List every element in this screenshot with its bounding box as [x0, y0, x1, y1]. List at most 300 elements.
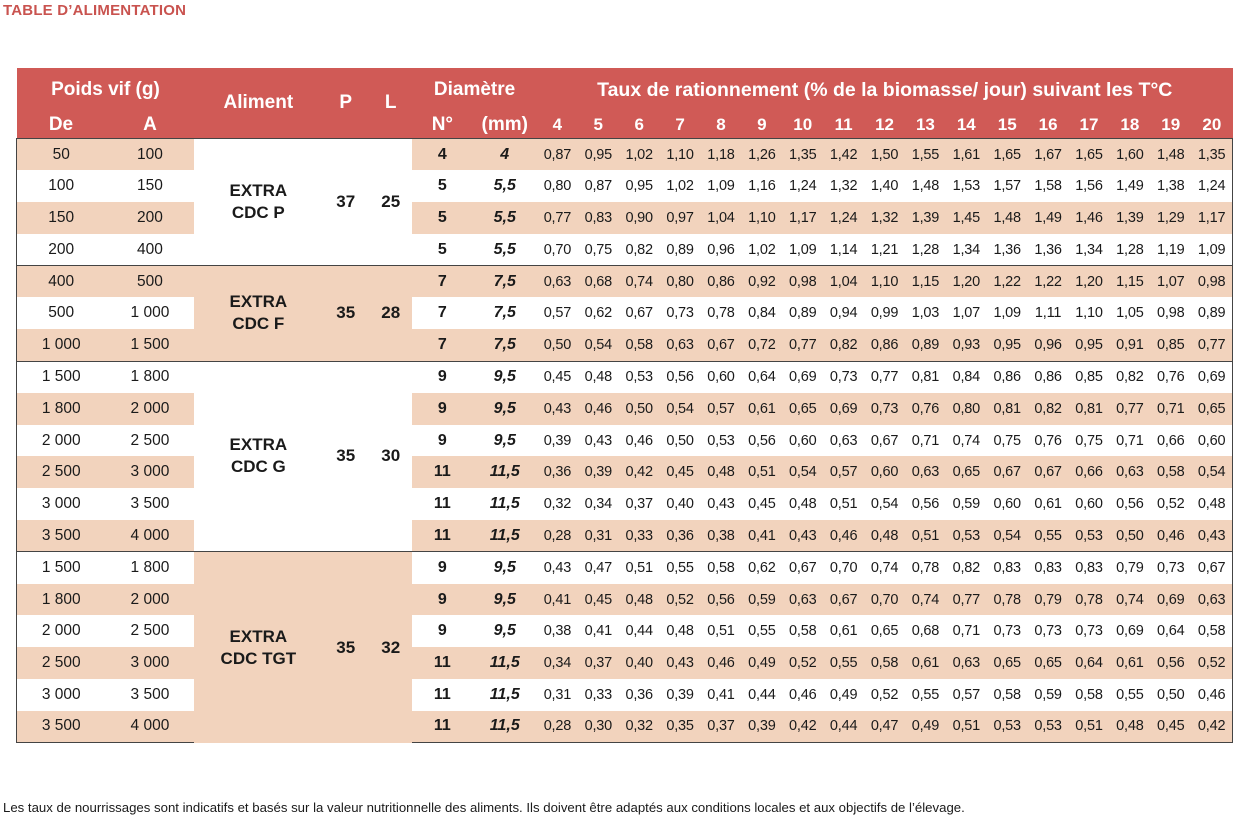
rate-value-cell: 0,97 — [660, 202, 701, 234]
rate-value-cell: 0,91 — [1109, 329, 1150, 361]
rate-value-cell: 0,48 — [782, 488, 823, 520]
pellet-diameter-cell: 11,5 — [473, 456, 537, 488]
header-temp-6: 6 — [619, 112, 660, 139]
rate-value-cell: 0,56 — [1109, 488, 1150, 520]
rate-value-cell: 0,67 — [619, 297, 660, 329]
rate-value-cell: 0,49 — [905, 711, 946, 743]
rate-value-cell: 1,48 — [987, 202, 1028, 234]
pellet-diameter-cell: 7,5 — [473, 266, 537, 298]
food-name-line: EXTRA — [229, 626, 288, 646]
rate-value-cell: 0,82 — [1109, 361, 1150, 393]
rate-value-cell: 0,59 — [741, 584, 782, 616]
rate-value-cell: 0,67 — [782, 552, 823, 584]
rate-value-cell: 0,43 — [701, 488, 742, 520]
rate-value-cell: 0,51 — [741, 456, 782, 488]
rate-value-cell: 1,34 — [1069, 234, 1110, 266]
rate-value-cell: 0,36 — [619, 679, 660, 711]
rate-value-cell: 0,78 — [701, 297, 742, 329]
rate-value-cell: 1,36 — [987, 234, 1028, 266]
rate-value-cell: 0,73 — [1069, 615, 1110, 647]
rate-value-cell: 0,62 — [578, 297, 619, 329]
pellet-number-cell: 5 — [412, 234, 472, 266]
rate-value-cell: 0,71 — [946, 615, 987, 647]
header-temp-10: 10 — [782, 112, 823, 139]
rate-value-cell: 0,36 — [660, 520, 701, 552]
rate-value-cell: 0,63 — [782, 584, 823, 616]
rate-value-cell: 0,57 — [701, 393, 742, 425]
rate-value-cell: 1,48 — [905, 170, 946, 202]
pellet-diameter-cell: 11,5 — [473, 647, 537, 679]
rate-value-cell: 1,17 — [1191, 202, 1232, 234]
rate-value-cell: 0,74 — [619, 266, 660, 298]
rate-value-cell: 0,75 — [578, 234, 619, 266]
rate-value-cell: 1,10 — [660, 139, 701, 171]
rate-value-cell: 1,03 — [905, 297, 946, 329]
rate-value-cell: 0,43 — [1191, 520, 1232, 552]
rate-value-cell: 0,48 — [578, 361, 619, 393]
feeding-table — [16, 68, 1233, 743]
header-mm: (mm) — [473, 112, 537, 139]
rate-value-cell: 0,58 — [864, 647, 905, 679]
weight-from-cell: 100 — [17, 170, 106, 202]
rate-value-cell: 0,37 — [701, 711, 742, 743]
weight-from-cell: 3 500 — [17, 711, 106, 743]
pellet-diameter-cell: 11,5 — [473, 711, 537, 743]
rate-value-cell: 0,36 — [537, 456, 578, 488]
header-temp-11: 11 — [823, 112, 864, 139]
rate-value-cell: 0,31 — [537, 679, 578, 711]
rate-value-cell: 0,28 — [537, 711, 578, 743]
rate-value-cell: 1,28 — [905, 234, 946, 266]
rate-value-cell: 0,53 — [946, 520, 987, 552]
rate-value-cell: 0,51 — [1069, 711, 1110, 743]
rate-value-cell: 0,41 — [537, 584, 578, 616]
rate-value-cell: 0,73 — [660, 297, 701, 329]
footnote: Les taux de nourrissages sont indicatifs et basés sur la valeur nutritionnelle des aliments. Ils doivent être adaptés aux conditions locales et aux objectifs de l’élevage. — [3, 800, 965, 815]
rate-value-cell: 0,46 — [1191, 679, 1232, 711]
rate-value-cell: 0,46 — [782, 679, 823, 711]
rate-value-cell: 0,32 — [537, 488, 578, 520]
pellet-diameter-cell: 5,5 — [473, 234, 537, 266]
rate-value-cell: 0,68 — [905, 615, 946, 647]
rate-value-cell: 1,67 — [1028, 139, 1069, 171]
l-value-cell: 32 — [369, 552, 412, 743]
rate-value-cell: 0,78 — [905, 552, 946, 584]
rate-value-cell: 0,86 — [1028, 361, 1069, 393]
rate-value-cell: 0,58 — [782, 615, 823, 647]
rate-value-cell: 0,34 — [578, 488, 619, 520]
rate-value-cell: 0,46 — [619, 425, 660, 457]
rate-value-cell: 0,63 — [1109, 456, 1150, 488]
rate-value-cell: 0,51 — [701, 615, 742, 647]
rate-value-cell: 0,40 — [619, 647, 660, 679]
rate-value-cell: 1,56 — [1069, 170, 1110, 202]
food-name-line: EXTRA — [229, 181, 288, 201]
rate-value-cell: 0,73 — [823, 361, 864, 393]
rate-value-cell: 0,48 — [660, 615, 701, 647]
rate-value-cell: 0,57 — [823, 456, 864, 488]
rate-value-cell: 0,77 — [782, 329, 823, 361]
pellet-diameter-cell: 9,5 — [473, 361, 537, 393]
header-a: A — [105, 112, 194, 139]
rate-value-cell: 0,69 — [1150, 584, 1191, 616]
rate-value-cell: 0,61 — [1028, 488, 1069, 520]
weight-from-cell: 1 500 — [17, 552, 106, 584]
weight-to-cell: 4 000 — [105, 711, 194, 743]
pellet-number-cell: 9 — [412, 393, 472, 425]
table-row — [17, 552, 1233, 584]
rate-value-cell: 1,04 — [823, 266, 864, 298]
rate-value-cell: 0,85 — [1150, 329, 1191, 361]
rate-value-cell: 1,45 — [946, 202, 987, 234]
rate-value-cell: 1,32 — [823, 170, 864, 202]
rate-value-cell: 1,17 — [782, 202, 823, 234]
rate-value-cell: 1,15 — [1109, 266, 1150, 298]
weight-to-cell: 500 — [105, 266, 194, 298]
rate-value-cell: 0,59 — [1028, 679, 1069, 711]
weight-to-cell: 3 000 — [105, 456, 194, 488]
rate-value-cell: 0,61 — [823, 615, 864, 647]
rate-value-cell: 0,58 — [701, 552, 742, 584]
rate-value-cell: 1,02 — [619, 139, 660, 171]
rate-value-cell: 0,73 — [987, 615, 1028, 647]
pellet-diameter-cell: 5,5 — [473, 170, 537, 202]
rate-value-cell: 0,80 — [660, 266, 701, 298]
rate-value-cell: 0,95 — [578, 139, 619, 171]
rate-value-cell: 0,99 — [864, 297, 905, 329]
rate-value-cell: 0,37 — [619, 488, 660, 520]
weight-to-cell: 2 500 — [105, 615, 194, 647]
rate-value-cell: 0,98 — [1150, 297, 1191, 329]
rate-value-cell: 0,56 — [701, 584, 742, 616]
page-title: TABLE D’ALIMENTATION — [3, 2, 187, 19]
rate-value-cell: 1,34 — [946, 234, 987, 266]
rate-value-cell: 0,70 — [864, 584, 905, 616]
l-value-cell: 30 — [369, 361, 412, 552]
header-temp-15: 15 — [987, 112, 1028, 139]
rate-value-cell: 1,57 — [987, 170, 1028, 202]
pellet-number-cell: 5 — [412, 202, 472, 234]
weight-from-cell: 3 000 — [17, 679, 106, 711]
rate-value-cell: 0,31 — [578, 520, 619, 552]
rate-value-cell: 0,55 — [823, 647, 864, 679]
rate-value-cell: 1,53 — [946, 170, 987, 202]
rate-value-cell: 1,22 — [1028, 266, 1069, 298]
pellet-number-cell: 11 — [412, 679, 472, 711]
header-aliment: Aliment — [194, 68, 322, 139]
rate-value-cell: 0,77 — [1109, 393, 1150, 425]
rate-value-cell: 0,49 — [741, 647, 782, 679]
rate-value-cell: 1,10 — [1069, 297, 1110, 329]
pellet-number-cell: 11 — [412, 456, 472, 488]
rate-value-cell: 1,61 — [946, 139, 987, 171]
rate-value-cell: 0,81 — [987, 393, 1028, 425]
rate-value-cell: 1,39 — [905, 202, 946, 234]
rate-value-cell: 0,69 — [1109, 615, 1150, 647]
rate-value-cell: 0,77 — [864, 361, 905, 393]
rate-value-cell: 1,18 — [701, 139, 742, 171]
rate-value-cell: 0,45 — [660, 456, 701, 488]
rate-value-cell: 0,52 — [1150, 488, 1191, 520]
rate-value-cell: 0,38 — [537, 615, 578, 647]
weight-from-cell: 1 000 — [17, 329, 106, 361]
rate-value-cell: 0,65 — [864, 615, 905, 647]
rate-value-cell: 0,33 — [619, 520, 660, 552]
rate-value-cell: 0,39 — [537, 425, 578, 457]
rate-value-cell: 1,07 — [946, 297, 987, 329]
rate-value-cell: 0,55 — [1109, 679, 1150, 711]
header-temp-20: 20 — [1191, 112, 1232, 139]
rate-value-cell: 1,42 — [823, 139, 864, 171]
rate-value-cell: 0,41 — [741, 520, 782, 552]
rate-value-cell: 0,45 — [578, 584, 619, 616]
rate-value-cell: 0,30 — [578, 711, 619, 743]
rate-value-cell: 0,46 — [1150, 520, 1191, 552]
weight-to-cell: 1 800 — [105, 552, 194, 584]
rate-value-cell: 0,62 — [741, 552, 782, 584]
pellet-diameter-cell: 7,5 — [473, 297, 537, 329]
rate-value-cell: 0,63 — [823, 425, 864, 457]
rate-value-cell: 0,53 — [1028, 711, 1069, 743]
weight-from-cell: 1 800 — [17, 584, 106, 616]
rate-value-cell: 0,77 — [1191, 329, 1232, 361]
pellet-number-cell: 5 — [412, 170, 472, 202]
rate-value-cell: 0,75 — [1069, 425, 1110, 457]
weight-from-cell: 400 — [17, 266, 106, 298]
rate-value-cell: 0,42 — [619, 456, 660, 488]
rate-value-cell: 0,64 — [1150, 615, 1191, 647]
rate-value-cell: 0,95 — [987, 329, 1028, 361]
rate-value-cell: 1,14 — [823, 234, 864, 266]
rate-value-cell: 1,09 — [987, 297, 1028, 329]
rate-value-cell: 1,49 — [1028, 202, 1069, 234]
rate-value-cell: 0,82 — [619, 234, 660, 266]
rate-value-cell: 0,76 — [1150, 361, 1191, 393]
rate-value-cell: 1,55 — [905, 139, 946, 171]
rate-value-cell: 1,20 — [1069, 266, 1110, 298]
rate-value-cell: 0,83 — [987, 552, 1028, 584]
header-temp-14: 14 — [946, 112, 987, 139]
p-value-cell: 37 — [322, 139, 369, 266]
p-value-cell: 35 — [322, 266, 369, 361]
rate-value-cell: 0,44 — [741, 679, 782, 711]
rate-value-cell: 0,64 — [1069, 647, 1110, 679]
rate-value-cell: 1,36 — [1028, 234, 1069, 266]
rate-value-cell: 0,48 — [1191, 488, 1232, 520]
weight-from-cell: 500 — [17, 297, 106, 329]
rate-value-cell: 0,80 — [537, 170, 578, 202]
rate-value-cell: 0,51 — [823, 488, 864, 520]
rate-value-cell: 0,28 — [537, 520, 578, 552]
rate-value-cell: 0,96 — [701, 234, 742, 266]
rate-value-cell: 0,69 — [823, 393, 864, 425]
rate-value-cell: 0,73 — [1150, 552, 1191, 584]
header-temp-19: 19 — [1150, 112, 1191, 139]
rate-value-cell: 0,51 — [619, 552, 660, 584]
header-temp-8: 8 — [701, 112, 742, 139]
rate-value-cell: 0,57 — [946, 679, 987, 711]
rate-value-cell: 0,63 — [946, 647, 987, 679]
weight-from-cell: 3 500 — [17, 520, 106, 552]
rate-value-cell: 0,51 — [905, 520, 946, 552]
pellet-diameter-cell: 11,5 — [473, 520, 537, 552]
rate-value-cell: 1,11 — [1028, 297, 1069, 329]
table-row — [17, 266, 1233, 298]
rate-value-cell: 0,42 — [782, 711, 823, 743]
rate-value-cell: 0,75 — [987, 425, 1028, 457]
rate-value-cell: 0,84 — [741, 297, 782, 329]
rate-value-cell: 0,55 — [905, 679, 946, 711]
rate-value-cell: 0,56 — [1150, 647, 1191, 679]
l-value-cell: 28 — [369, 266, 412, 361]
rate-value-cell: 0,54 — [864, 488, 905, 520]
rate-value-cell: 0,86 — [701, 266, 742, 298]
rate-value-cell: 0,98 — [782, 266, 823, 298]
pellet-diameter-cell: 9,5 — [473, 393, 537, 425]
weight-from-cell: 2 500 — [17, 456, 106, 488]
food-name-line: EXTRA — [229, 435, 288, 455]
rate-value-cell: 0,50 — [537, 329, 578, 361]
rate-value-cell: 0,60 — [701, 361, 742, 393]
rate-value-cell: 0,37 — [578, 647, 619, 679]
rate-value-cell: 1,26 — [741, 139, 782, 171]
pellet-number-cell: 11 — [412, 711, 472, 743]
pellet-number-cell: 11 — [412, 488, 472, 520]
rate-value-cell: 1,39 — [1109, 202, 1150, 234]
rate-value-cell: 0,59 — [946, 488, 987, 520]
weight-to-cell: 3 500 — [105, 488, 194, 520]
rate-value-cell: 0,60 — [782, 425, 823, 457]
rate-value-cell: 0,73 — [864, 393, 905, 425]
rate-value-cell: 0,56 — [660, 361, 701, 393]
header-temp-9: 9 — [741, 112, 782, 139]
rate-value-cell: 0,66 — [1150, 425, 1191, 457]
weight-to-cell: 1 500 — [105, 329, 194, 361]
rate-value-cell: 0,39 — [660, 679, 701, 711]
rate-value-cell: 0,80 — [946, 393, 987, 425]
rate-value-cell: 0,71 — [1150, 393, 1191, 425]
weight-to-cell: 1 800 — [105, 361, 194, 393]
rate-value-cell: 1,65 — [1069, 139, 1110, 171]
weight-from-cell: 2 500 — [17, 647, 106, 679]
table-row — [17, 361, 1233, 393]
weight-to-cell: 3 500 — [105, 679, 194, 711]
pellet-number-cell: 7 — [412, 297, 472, 329]
rate-value-cell: 0,64 — [741, 361, 782, 393]
rate-value-cell: 0,78 — [1069, 584, 1110, 616]
pellet-number-cell: 9 — [412, 552, 472, 584]
rate-value-cell: 0,39 — [741, 711, 782, 743]
weight-from-cell: 50 — [17, 139, 106, 171]
p-value-cell: 35 — [322, 361, 369, 552]
pellet-number-cell: 9 — [412, 361, 472, 393]
rate-value-cell: 0,48 — [864, 520, 905, 552]
rate-value-cell: 0,74 — [946, 425, 987, 457]
rate-value-cell: 0,49 — [823, 679, 864, 711]
rate-value-cell: 0,56 — [905, 488, 946, 520]
rate-value-cell: 0,77 — [537, 202, 578, 234]
rate-value-cell: 0,47 — [864, 711, 905, 743]
rate-value-cell: 0,48 — [1109, 711, 1150, 743]
rate-value-cell: 0,94 — [823, 297, 864, 329]
pellet-number-cell: 9 — [412, 425, 472, 457]
rate-value-cell: 0,61 — [1109, 647, 1150, 679]
rate-value-cell: 0,67 — [987, 456, 1028, 488]
rate-value-cell: 1,19 — [1150, 234, 1191, 266]
rate-value-cell: 0,98 — [1191, 266, 1232, 298]
rate-value-cell: 0,65 — [987, 647, 1028, 679]
header-temp-17: 17 — [1069, 112, 1110, 139]
rate-value-cell: 1,21 — [864, 234, 905, 266]
rate-value-cell: 0,93 — [946, 329, 987, 361]
header-l: L — [369, 68, 412, 139]
rate-value-cell: 1,02 — [660, 170, 701, 202]
rate-value-cell: 0,54 — [660, 393, 701, 425]
rate-value-cell: 0,63 — [660, 329, 701, 361]
rate-value-cell: 0,89 — [660, 234, 701, 266]
rate-value-cell: 0,58 — [619, 329, 660, 361]
rate-value-cell: 1,24 — [782, 170, 823, 202]
rate-value-cell: 0,83 — [1028, 552, 1069, 584]
rate-value-cell: 0,32 — [619, 711, 660, 743]
header-temp-16: 16 — [1028, 112, 1069, 139]
table-body — [17, 139, 1233, 743]
header-temp-4: 4 — [537, 112, 578, 139]
rate-value-cell: 0,58 — [1150, 456, 1191, 488]
rate-value-cell: 0,87 — [537, 139, 578, 171]
rate-value-cell: 1,28 — [1109, 234, 1150, 266]
rate-value-cell: 0,63 — [537, 266, 578, 298]
rate-value-cell: 0,78 — [987, 584, 1028, 616]
p-value-cell: 35 — [322, 552, 369, 743]
rate-value-cell: 0,81 — [1069, 393, 1110, 425]
rate-value-cell: 1,49 — [1109, 170, 1150, 202]
rate-value-cell: 0,65 — [946, 456, 987, 488]
rate-value-cell: 0,70 — [823, 552, 864, 584]
rate-value-cell: 0,69 — [782, 361, 823, 393]
food-name-line: EXTRA — [229, 292, 288, 312]
rate-value-cell: 0,67 — [701, 329, 742, 361]
rate-value-cell: 0,60 — [1191, 425, 1232, 457]
weight-to-cell: 200 — [105, 202, 194, 234]
rate-value-cell: 0,53 — [701, 425, 742, 457]
rate-value-cell: 0,60 — [1069, 488, 1110, 520]
header-temp-5: 5 — [578, 112, 619, 139]
rate-value-cell: 0,45 — [1150, 711, 1191, 743]
rate-value-cell: 0,85 — [1069, 361, 1110, 393]
rate-value-cell: 0,81 — [905, 361, 946, 393]
weight-to-cell: 2 500 — [105, 425, 194, 457]
rate-value-cell: 1,35 — [1191, 139, 1232, 171]
food-name-line: CDC F — [232, 314, 285, 334]
rate-value-cell: 0,92 — [741, 266, 782, 298]
rate-value-cell: 0,87 — [578, 170, 619, 202]
rate-value-cell: 0,77 — [946, 584, 987, 616]
pellet-diameter-cell: 4 — [473, 139, 537, 171]
rate-value-cell: 0,67 — [864, 425, 905, 457]
rate-value-cell: 0,86 — [987, 361, 1028, 393]
rate-value-cell: 0,95 — [1069, 329, 1110, 361]
rate-value-cell: 0,67 — [1191, 552, 1232, 584]
rate-value-cell: 0,54 — [578, 329, 619, 361]
rate-value-cell: 1,07 — [1150, 266, 1191, 298]
header-diametre: Diamètre — [412, 68, 537, 112]
rate-value-cell: 0,63 — [905, 456, 946, 488]
rate-value-cell: 1,58 — [1028, 170, 1069, 202]
rate-value-cell: 1,09 — [701, 170, 742, 202]
pellet-diameter-cell: 11,5 — [473, 679, 537, 711]
weight-from-cell: 200 — [17, 234, 106, 266]
